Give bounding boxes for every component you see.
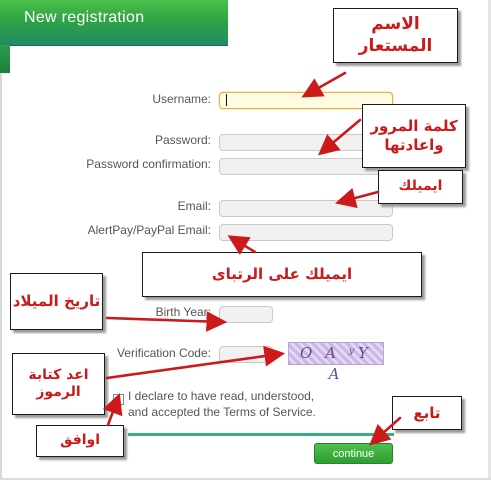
form-divider xyxy=(128,433,394,436)
annotation-password: كلمة المرور واعادتها xyxy=(362,104,466,168)
verification-code-field[interactable] xyxy=(219,346,273,363)
text-caret xyxy=(226,94,227,106)
annotation-continue: تابع xyxy=(392,396,462,430)
alertpay-email-label: AlertPay/PayPal Email: xyxy=(87,223,211,237)
terms-line-1: I declare to have read, understood, xyxy=(128,389,315,403)
captcha-image: O A ʸY A xyxy=(288,342,384,365)
password-confirmation-label: Password confirmation: xyxy=(86,157,211,171)
verification-code-label: Verification Code: xyxy=(116,346,211,360)
header-accent-strip xyxy=(0,45,10,73)
continue-button[interactable]: continue xyxy=(314,443,393,464)
terms-line-2: and accepted the Terms of Service. xyxy=(128,405,316,419)
birth-year-field[interactable] xyxy=(219,306,273,323)
page-title: New registration xyxy=(24,9,145,26)
annotation-alertpay: ايميلك على الرتباى xyxy=(142,252,422,297)
email-field[interactable] xyxy=(219,200,393,217)
alertpay-email-field[interactable] xyxy=(219,224,393,241)
username-label: Username: xyxy=(152,92,211,106)
frame-left-border xyxy=(0,45,2,480)
birth-year-label: Birth Year: xyxy=(155,305,211,319)
annotation-verification: اعد كتابة الرموز xyxy=(12,353,105,415)
terms-text xyxy=(128,388,316,420)
annotation-username: الاسم المستعار xyxy=(333,8,458,63)
email-label: Email: xyxy=(177,199,211,213)
annotation-agree: اوافق xyxy=(36,425,124,457)
annotation-birth-year: تاريخ الميلاد xyxy=(10,273,103,330)
header-bar xyxy=(0,0,228,46)
password-label: Password: xyxy=(154,133,211,147)
terms-checkbox[interactable] xyxy=(113,394,124,405)
annotation-email: ايميلك xyxy=(378,170,463,204)
